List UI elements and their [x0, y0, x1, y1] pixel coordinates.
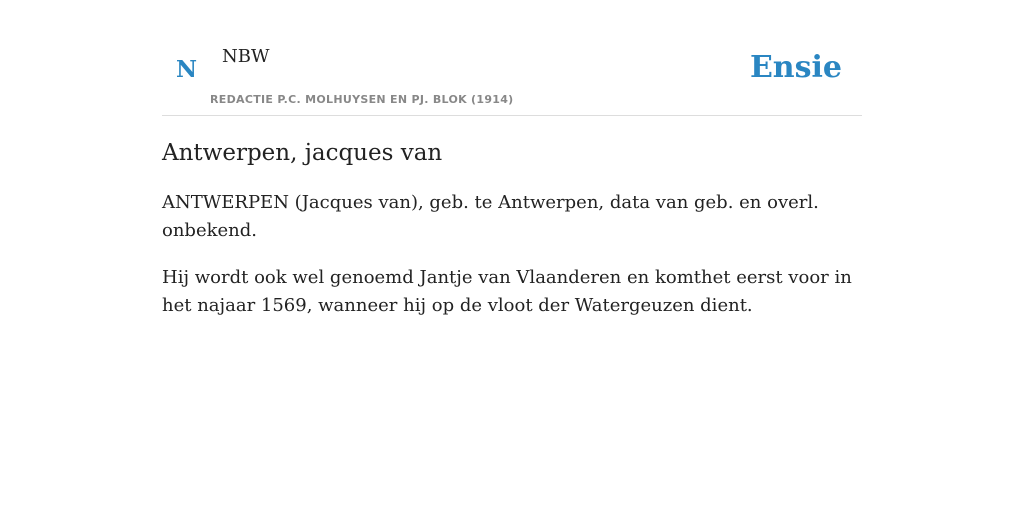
brand-logo-link[interactable]: Ensie [749, 50, 842, 85]
source-header [162, 40, 862, 116]
source-subtitle: REDACTIE P.C. MOLHUYSEN EN PJ. BLOK (1914) [210, 93, 514, 106]
entry-title: Antwerpen, jacques van [162, 140, 443, 166]
entry-paragraph: ANTWERPEN (Jacques van), geb. te Antwerpen, data van geb. en overl. onbekend. [162, 192, 819, 241]
entry-paragraph: Hij wordt ook wel genoemd Jantje van Vlaanderen en komthet eerst voor in het najaar 1569, wanneer hij op de vloot der Watergeuzen dient. [162, 267, 852, 316]
source-title: NBW [222, 46, 270, 67]
source-logo-link[interactable]: N [176, 56, 198, 83]
page [162, 0, 862, 320]
